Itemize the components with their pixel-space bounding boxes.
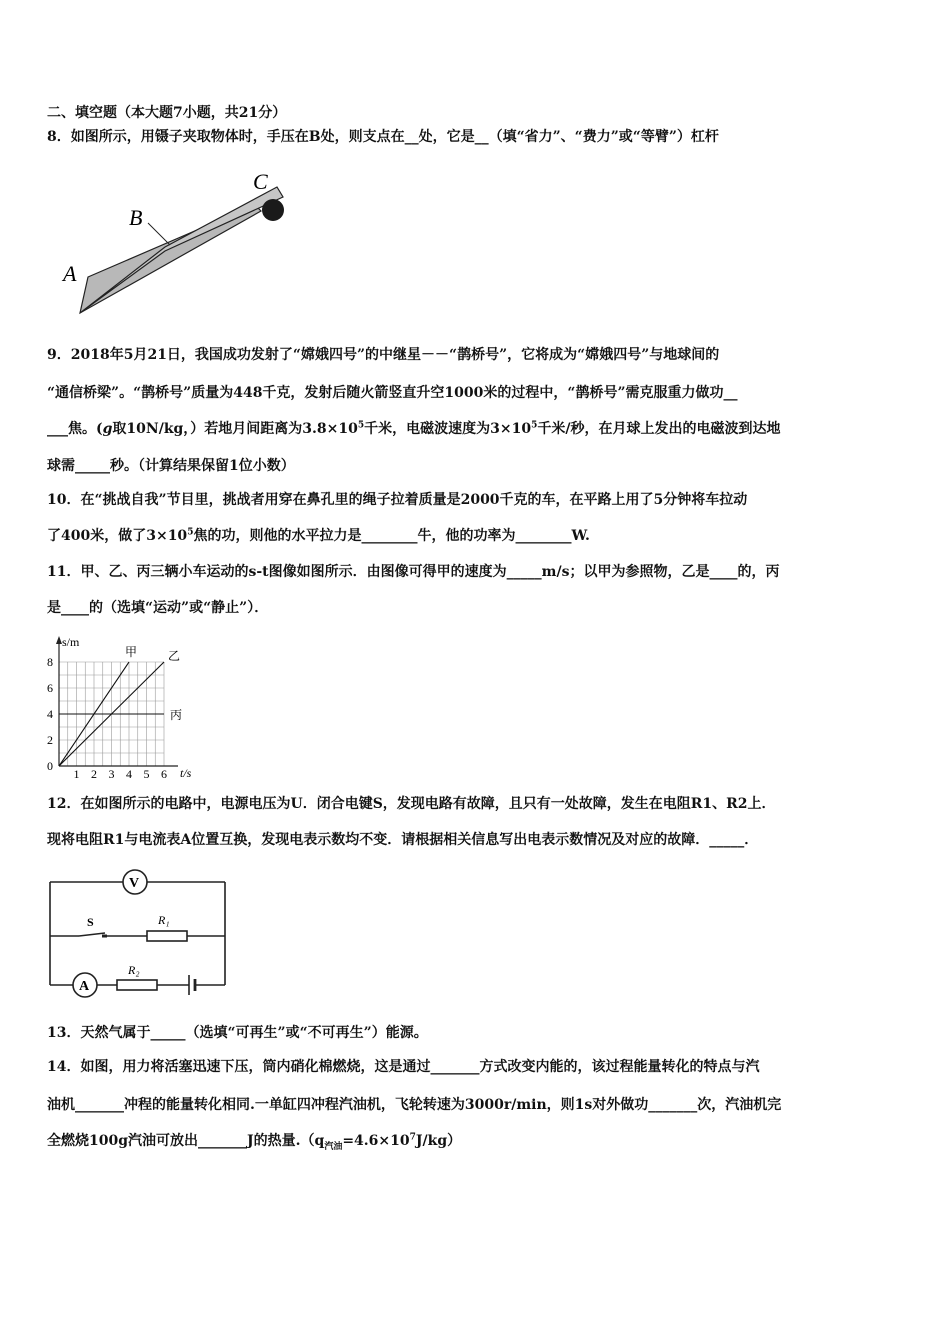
y-tick-label: 4 bbox=[47, 707, 53, 721]
series-label-0: 甲 bbox=[125, 645, 138, 659]
r1-label: R₁ bbox=[158, 913, 170, 927]
question-9-line-4: 球需_____秒。（计算结果保留1位小数） bbox=[47, 458, 295, 474]
question-10-line-2: 了400米，做了$3\times 10^5$焦的功，则他的水平拉力是________牛，他的功率为________W. bbox=[47, 527, 590, 544]
question-8: 8．如图所示，用镊子夹取物体时，手压在B处，则支点在__处，它是__（填“省力”、“费力”或“等臂”）杠杆 bbox=[47, 129, 719, 145]
x-tick-label: 3 bbox=[108, 767, 115, 781]
resistor-r1 bbox=[147, 931, 187, 941]
question-10-line-1: 10．在“挑战自我”节目里，挑战者用穿在鼻孔里的绳子拉着质量是2000千克的车，在平路上用了5分钟将车拉动 bbox=[47, 492, 748, 508]
x-tick-label: 4 bbox=[126, 767, 132, 781]
ammeter-label: A bbox=[79, 979, 90, 994]
label-b: B bbox=[129, 205, 143, 230]
r2-label: R₂ bbox=[128, 963, 140, 977]
question-14-line-2: 油机_______冲程的能量转化相同.一单缸四冲程汽油机，飞轮转速为3000r/min，则1s对外做功_______次，汽油机完 bbox=[47, 1097, 782, 1113]
question-11-line-1: 11．甲、乙、丙三辆小车运动的s-t图像如图所示．由图像可得甲的速度为_____m/s；以甲为参照物，乙是____的，丙 bbox=[47, 564, 780, 580]
y-tick-label: 0 bbox=[47, 759, 53, 773]
series-label-2: 丙 bbox=[170, 708, 183, 722]
resistor-r2 bbox=[117, 980, 157, 990]
x-tick-label: 6 bbox=[161, 767, 167, 781]
x-tick-label: 2 bbox=[91, 767, 97, 781]
label-c: C bbox=[253, 169, 268, 194]
question-9-line-3: ___焦。(g取10N/kg，）若地月间距离为$3.8\times 10^5$千米，电磁波速度为$3\times 10^5$千米/秒，在月球上发出的电磁波到达地 bbox=[47, 420, 781, 437]
question-12-line-1: 12．在如图所示的电路中，电源电压为U．闭合电键S，发现电路有故障，且只有一处故障，发生在电阻R1、R2上． bbox=[47, 796, 776, 812]
held-object bbox=[262, 199, 284, 221]
pointer-b bbox=[148, 223, 170, 245]
tweezers-arm-lower bbox=[80, 205, 261, 313]
st-chart bbox=[38, 632, 213, 782]
question-14-line-3: 全燃烧100g汽油可放出_______J的热量$.(q_{汽油}=4.6\times 10^7J/kg)$ bbox=[47, 1132, 462, 1152]
y-tick-label: 8 bbox=[47, 655, 53, 669]
question-12-line-2: 现将电阻R1与电流表A位置互换，发现电表示数均不变．请根据相关信息写出电表示数情况及对应的故障．_____． bbox=[47, 832, 759, 848]
question-9-line-2: “通信桥梁”。“鹊桥号”质量为448千克，发射后随火箭竖直升空1000米的过程中，“鹊桥号”需克服重力做功__ bbox=[47, 385, 738, 401]
question-9-line-1: 9．2018年5月21日，我国成功发射了“嫦娥四号”的中继星－－“鹊桥号”，它将成为“嫦娥四号”与地球间的 bbox=[47, 347, 720, 363]
y-tick-label: 6 bbox=[47, 681, 53, 695]
y-tick-label: 2 bbox=[47, 733, 53, 747]
section-title: 二、填空题（本大题7小题，共21分） bbox=[47, 105, 287, 121]
question-11-line-2: 是____的（选填“运动”或“静止”）． bbox=[47, 600, 269, 616]
circuit-diagram bbox=[45, 864, 235, 1004]
x-axis-label: t/s bbox=[180, 766, 192, 780]
switch-label: S bbox=[87, 915, 94, 929]
y-axis-label: s/m bbox=[62, 635, 80, 649]
question-13: 13．天然气属于_____（选填“可再生”或“不可再生”）能源。 bbox=[47, 1025, 428, 1041]
switch-blade bbox=[79, 933, 105, 936]
voltmeter-label: V bbox=[129, 876, 140, 891]
x-tick-label: 5 bbox=[143, 767, 150, 781]
tweezers-figure bbox=[55, 165, 295, 315]
label-a: A bbox=[63, 261, 77, 286]
x-tick-label: 1 bbox=[73, 767, 80, 781]
series-label-1: 乙 bbox=[168, 649, 181, 663]
question-14-line-1: 14．如图，用力将活塞迅速下压，筒内硝化棉燃烧，这是通过_______方式改变内能的，该过程能量转化的特点与汽 bbox=[47, 1059, 760, 1075]
